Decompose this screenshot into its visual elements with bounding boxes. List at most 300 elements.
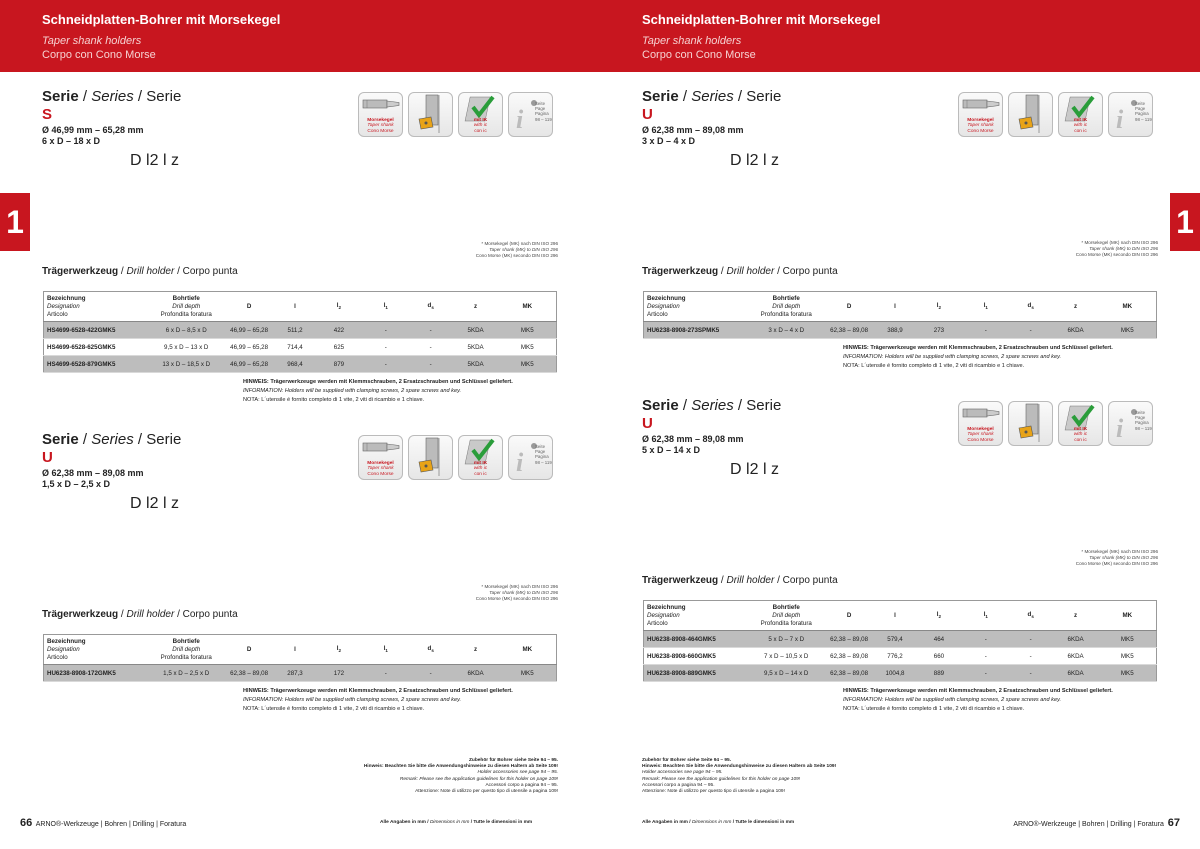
col-D-text: D xyxy=(846,303,852,310)
col-l1 xyxy=(963,292,1009,322)
ik-en: with ic xyxy=(473,123,488,129)
serie-it: Serie xyxy=(146,431,182,448)
info-range: 98 – 119 xyxy=(1135,425,1152,431)
col-l1-text: l xyxy=(983,302,986,310)
col-drill-depth xyxy=(749,292,823,322)
info-page: Page xyxy=(535,106,546,112)
col-D xyxy=(223,292,275,322)
feature-icons xyxy=(958,92,1153,137)
cell-depth: 3 x D – 4 x D xyxy=(749,322,823,339)
morse-footnote xyxy=(476,584,558,602)
hint-it: Attenzione: Note di utilizzo per questo tipo di utensile a pagina 109! xyxy=(415,789,558,795)
col-ds-text: d xyxy=(427,645,432,653)
header-title: Schneidplatten-Bohrer mit Morsekegel xyxy=(42,12,281,27)
info-glyph: i xyxy=(516,448,524,477)
holder-de: Trägerwerkzeug xyxy=(42,609,119,620)
col-z xyxy=(453,292,499,322)
col-l2-text: l xyxy=(336,302,339,310)
insert-icon xyxy=(1008,92,1053,137)
footnote-it: Cono Morse (MK) secondo DIN ISO 296 xyxy=(1075,252,1158,257)
page-number: 66 xyxy=(20,817,33,829)
morse-en: Taper shank xyxy=(967,123,994,129)
serie-de: Serie xyxy=(42,431,79,448)
info-pagina: Pagina xyxy=(535,111,549,117)
holder-it: Corpo punta xyxy=(782,266,838,277)
dim-l-label: l xyxy=(762,152,767,169)
morse-footnote xyxy=(1076,240,1158,258)
dim-l-label: l xyxy=(762,461,767,478)
series-title xyxy=(42,431,181,448)
page-footer xyxy=(20,817,186,829)
depth-range: 6 x D – 18 x D xyxy=(42,136,101,146)
col-pf: Profondita foratura xyxy=(160,310,212,318)
cell-l2: 422 xyxy=(315,322,363,339)
info-pages xyxy=(1135,410,1152,431)
cell-z: 6KDA xyxy=(1053,665,1099,682)
tool-drawing xyxy=(130,152,179,170)
cell-depth: 13 x D – 18,5 x D xyxy=(149,356,223,373)
col-l2-text: l xyxy=(936,302,939,310)
table-header-row xyxy=(644,601,1157,631)
col-ds-sub: s xyxy=(431,305,434,311)
col-z-text: z xyxy=(474,646,478,653)
col-mk-text: MK xyxy=(1122,303,1133,310)
footnote-it: Cono Morse (MK) secondo DIN ISO 296 xyxy=(475,253,558,258)
morse-taper-caption xyxy=(959,118,1002,134)
footnote-it: Cono Morse (MK) secondo DIN ISO 296 xyxy=(1075,561,1158,566)
col-l2-sub: 2 xyxy=(938,614,942,620)
series-letter: U xyxy=(42,449,53,466)
ik-en: with ic xyxy=(473,466,488,472)
col-art: Articolo xyxy=(47,653,68,661)
series-title xyxy=(42,88,181,105)
insert-icon xyxy=(1008,401,1053,446)
cell-code: HU6238-8908-889GMK5 xyxy=(644,665,750,682)
units-de: Alle Angaben in mm xyxy=(642,820,688,825)
hint-de: Hinweis: Beachten Sie bitte die Anwendungshinweise zu diesen Haltern ab Seite 109! xyxy=(642,764,837,770)
dim-D-label: D xyxy=(130,495,142,512)
info-pages xyxy=(535,101,552,122)
table-header-row xyxy=(44,292,557,322)
page-footer xyxy=(1013,817,1180,829)
cell-l: 1004,8 xyxy=(875,665,915,682)
info-page: Page xyxy=(1135,106,1146,112)
accessory-note xyxy=(642,758,836,795)
info-glyph: i xyxy=(516,105,524,134)
page-number: 67 xyxy=(1167,817,1180,829)
footnote-de: * Morsekegel (MK) nach DIN ISO 296 xyxy=(1081,549,1158,554)
col-dd: Drill depth xyxy=(172,645,201,653)
coolant-caption xyxy=(1059,427,1102,443)
holder-en: Drill holder xyxy=(126,609,175,620)
dim-z-label: z xyxy=(170,152,179,169)
col-l1 xyxy=(963,601,1009,631)
info-pages xyxy=(1135,101,1152,122)
ik-it: con ic xyxy=(474,128,487,134)
cell-ds: - xyxy=(409,356,453,373)
series-title xyxy=(642,88,781,105)
cell-mk: MK5 xyxy=(1099,648,1157,665)
serie-sep: / xyxy=(78,88,92,105)
serie-en: Series xyxy=(91,88,134,105)
col-dd: Drill depth xyxy=(772,302,801,310)
info-icon xyxy=(1108,401,1153,446)
dim-l-label: l xyxy=(162,495,167,512)
hint-de: Hinweis: Beachten Sie bitte die Anwendungshinweise zu diesen Haltern ab Seite 109! xyxy=(363,764,558,770)
cell-l: 968,4 xyxy=(275,356,315,373)
note-en: INFORMATION: Holders will be supplied with clamping screws, 2 spare screws and key. xyxy=(243,388,462,394)
morse-taper-caption xyxy=(959,427,1002,443)
ik-de: mit IK xyxy=(473,117,488,123)
note-de: HINWEIS: Trägerwerkzeuge werden mit Klemmschrauben, 2 Ersatzschrauben und Schlüssel geliefert. xyxy=(243,379,513,385)
col-l xyxy=(875,601,915,631)
cell-D: 62,38 – 89,08 xyxy=(823,665,875,682)
holder-table xyxy=(643,600,1157,682)
note-it: NOTA: L´utensile é fornito completo di 1 vite, 2 viti di ricambio e 1 chiave. xyxy=(843,363,1025,369)
holder-en: Drill holder xyxy=(726,575,775,586)
col-mk-text: MK xyxy=(522,646,533,653)
cell-mk: MK5 xyxy=(1099,665,1157,682)
note-it: NOTA: L´utensile é fornito completo di 1 vite, 2 viti di ricambio e 1 chiave. xyxy=(843,706,1025,712)
ik-it: con ic xyxy=(1074,128,1087,134)
col-ds-text: d xyxy=(427,302,432,310)
diameter-range: Ø 46,99 mm – 65,28 mm xyxy=(42,125,144,135)
col-drill-depth xyxy=(749,601,823,631)
coolant-caption xyxy=(459,118,502,134)
col-l1-sub: 1 xyxy=(985,305,988,311)
holder-it: Corpo punta xyxy=(182,266,238,277)
col-l xyxy=(275,635,315,665)
header-subtitle-en: Taper shank holders xyxy=(42,35,142,47)
holder-subheading: Trägerwerkzeug / Drill holder / Corpo punta xyxy=(42,266,238,277)
morse-taper-icon xyxy=(358,92,403,137)
cell-depth: 9,5 x D – 14 x D xyxy=(749,665,823,682)
diameter-range: Ø 62,38 mm – 89,08 mm xyxy=(42,468,144,478)
diameter-range: Ø 62,38 mm – 89,08 mm xyxy=(642,125,744,135)
col-bez: Bezeichnung xyxy=(647,294,686,302)
holder-de: Trägerwerkzeug xyxy=(642,575,719,586)
col-designation xyxy=(44,635,150,665)
cell-code: HS4699-6528-422GMK5 xyxy=(44,322,150,339)
col-pf: Profondita foratura xyxy=(160,653,212,661)
col-des: Designation xyxy=(47,302,80,310)
col-D xyxy=(223,635,275,665)
col-bez: Bezeichnung xyxy=(47,637,86,645)
col-l1-text: l xyxy=(383,302,386,310)
col-z xyxy=(453,635,499,665)
cell-mk: MK5 xyxy=(1099,322,1157,339)
dim-D-label: D xyxy=(730,461,742,478)
holder-subheading: Trägerwerkzeug / Drill holder / Corpo punta xyxy=(642,575,838,586)
col-l1-text: l xyxy=(383,645,386,653)
units-de: Alle Angaben in mm xyxy=(380,820,426,825)
col-mk xyxy=(499,292,557,322)
cell-D: 62,38 – 89,08 xyxy=(823,631,875,648)
col-art: Articolo xyxy=(647,310,668,318)
holder-subheading: Trägerwerkzeug / Drill holder / Corpo punta xyxy=(42,609,238,620)
cell-mk: MK5 xyxy=(1099,631,1157,648)
col-designation xyxy=(644,292,750,322)
dim-z-label: z xyxy=(770,152,779,169)
info-pagina: Pagina xyxy=(1135,420,1149,426)
info-icon xyxy=(508,92,553,137)
serie-it: Serie xyxy=(746,88,782,105)
col-ds xyxy=(409,635,453,665)
morse-de: Morsekegel xyxy=(967,426,994,432)
feature-icons xyxy=(358,92,553,137)
series-letter: S xyxy=(42,106,53,123)
morse-de: Morsekegel xyxy=(967,117,994,123)
accessory-en: Holder accessories see page 94 – 95. xyxy=(477,770,558,776)
cell-z: 6KDA xyxy=(1053,631,1099,648)
series-heading xyxy=(642,88,781,146)
serie-en: Series xyxy=(691,397,734,414)
col-ds xyxy=(409,292,453,322)
holder-en: Drill holder xyxy=(126,266,175,277)
info-icon xyxy=(1108,92,1153,137)
serie-sep: / xyxy=(678,88,692,105)
series-heading xyxy=(642,397,781,455)
col-bt: Bohrtiefe xyxy=(172,294,200,302)
depth-range: 1,5 x D – 2,5 x D xyxy=(42,479,111,489)
cell-D: 62,38 – 89,08 xyxy=(223,665,275,682)
table-row xyxy=(644,665,1157,682)
internal-coolant-icon xyxy=(458,435,503,480)
col-designation xyxy=(644,601,750,631)
serie-sep: / xyxy=(678,397,692,414)
col-des: Designation xyxy=(647,302,680,310)
ik-en: with ic xyxy=(1073,432,1088,438)
delivery-note xyxy=(843,344,1113,371)
col-z xyxy=(1053,601,1099,631)
units-en: Dimensions in mm xyxy=(691,820,732,825)
cell-depth: 6 x D – 8,5 x D xyxy=(149,322,223,339)
chapter-tab: 1 xyxy=(0,193,30,251)
header-subtitle-en: Taper shank holders xyxy=(642,35,742,47)
coolant-caption xyxy=(459,461,502,477)
ik-de: mit IK xyxy=(1073,117,1088,123)
cell-l1: - xyxy=(963,665,1009,682)
dim-l2-label: l2 xyxy=(746,461,759,478)
col-ds xyxy=(1009,292,1053,322)
morse-it: Cono Morse xyxy=(367,471,394,477)
table-row xyxy=(644,631,1157,648)
cell-z: 5KDA xyxy=(453,339,499,356)
delivery-note xyxy=(843,687,1113,714)
footnote-en: Taper shank (MK) to DIN ISO 296 xyxy=(1089,246,1158,251)
col-l2 xyxy=(315,292,363,322)
cell-z: 6KDA xyxy=(453,665,499,682)
cell-l2: 464 xyxy=(915,631,963,648)
serie-sep: / xyxy=(733,88,747,105)
morse-taper-icon xyxy=(958,401,1003,446)
table-row xyxy=(44,665,557,682)
serie-it: Serie xyxy=(146,88,182,105)
cell-z: 5KDA xyxy=(453,322,499,339)
cell-depth: 7 x D – 10,5 x D xyxy=(749,648,823,665)
holder-table xyxy=(643,291,1157,339)
morse-en: Taper shank xyxy=(367,466,394,472)
dim-l2-label: l2 xyxy=(746,152,759,169)
morse-en: Taper shank xyxy=(967,432,994,438)
tool-drawing xyxy=(730,152,779,170)
hint-en: Remark: Please see the application guidelines for this holder on page 109! xyxy=(642,776,801,782)
holder-de: Trägerwerkzeug xyxy=(642,266,719,277)
footnote-en: Taper shank (MK) to DIN ISO 296 xyxy=(489,590,558,595)
morse-taper-icon xyxy=(958,92,1003,137)
series-title xyxy=(642,397,781,414)
serie-en: Series xyxy=(91,431,134,448)
dim-l-label: l xyxy=(162,152,167,169)
hint-en: Remark: Please see the application guidelines for this holder on page 109! xyxy=(399,776,558,782)
cell-ds: - xyxy=(1009,648,1053,665)
cell-l2: 889 xyxy=(915,665,963,682)
morse-footnote xyxy=(1076,549,1158,567)
feature-icons xyxy=(958,401,1153,446)
col-mk xyxy=(1099,601,1157,631)
ik-it: con ic xyxy=(474,471,487,477)
holder-table xyxy=(43,634,557,682)
cell-code: HU6238-8908-660GMK5 xyxy=(644,648,750,665)
holder-en: Drill holder xyxy=(726,266,775,277)
table-row xyxy=(644,322,1157,339)
note-it: NOTA: L´utensile é fornito completo di 1 vite, 2 viti di ricambio e 1 chiave. xyxy=(243,706,425,712)
cell-l1: - xyxy=(963,648,1009,665)
series-heading xyxy=(42,88,181,146)
cell-ds: - xyxy=(1009,665,1053,682)
cell-D: 62,38 – 89,08 xyxy=(823,648,875,665)
table-row xyxy=(44,356,557,373)
accessory-de: Zubehör für Bohrer siehe Seite 94 – 95. xyxy=(468,758,558,763)
serie-de: Serie xyxy=(642,88,679,105)
serie-sep: / xyxy=(133,431,147,448)
morse-it: Cono Morse xyxy=(967,128,994,134)
col-l xyxy=(275,292,315,322)
col-bt: Bohrtiefe xyxy=(772,603,800,611)
cell-ds: - xyxy=(1009,631,1053,648)
col-l2-sub: 2 xyxy=(338,305,342,311)
cell-l2: 273 xyxy=(915,322,963,339)
col-D xyxy=(823,601,875,631)
units-en: Dimensions in mm xyxy=(429,820,470,825)
cell-l2: 660 xyxy=(915,648,963,665)
cell-l: 511,2 xyxy=(275,322,315,339)
col-l2 xyxy=(315,635,363,665)
cell-mk: MK5 xyxy=(499,322,557,339)
col-D-text: D xyxy=(846,612,852,619)
cell-z: 6KDA xyxy=(1053,322,1099,339)
morse-it: Cono Morse xyxy=(967,437,994,443)
note-de: HINWEIS: Trägerwerkzeuge werden mit Klemmschrauben, 2 Ersatzschrauben und Schlüssel geliefert. xyxy=(243,688,513,694)
col-ds-sub: s xyxy=(1031,614,1034,620)
col-l1-text: l xyxy=(983,611,986,619)
col-bt: Bohrtiefe xyxy=(772,294,800,302)
ik-it: con ic xyxy=(1074,437,1087,443)
col-ds xyxy=(1009,601,1053,631)
footnote-en: Taper shank (MK) to DIN ISO 296 xyxy=(1089,555,1158,560)
info-pagina: Pagina xyxy=(535,454,549,460)
cell-l2: 625 xyxy=(315,339,363,356)
cell-l: 714,4 xyxy=(275,339,315,356)
serie-sep: / xyxy=(78,431,92,448)
morse-de: Morsekegel xyxy=(367,460,394,466)
morse-it: Cono Morse xyxy=(367,128,394,134)
col-l1-sub: 1 xyxy=(385,305,388,311)
col-designation xyxy=(44,292,150,322)
info-page: Page xyxy=(1135,415,1146,421)
col-z-text: z xyxy=(1074,303,1078,310)
serie-sep: / xyxy=(733,397,747,414)
tool-drawing xyxy=(130,495,179,513)
depth-range: 3 x D – 4 x D xyxy=(642,136,696,146)
holder-de: Trägerwerkzeug xyxy=(42,266,119,277)
col-ds-text: d xyxy=(1027,302,1032,310)
note-de: HINWEIS: Trägerwerkzeuge werden mit Klemmschrauben, 2 Ersatzschrauben und Schlüssel geliefert. xyxy=(843,688,1113,694)
cell-l1: - xyxy=(963,322,1009,339)
morse-taper-caption xyxy=(359,461,402,477)
right-page xyxy=(600,0,1200,849)
cell-code: HS4699-6528-625GMK5 xyxy=(44,339,150,356)
col-art: Articolo xyxy=(647,619,668,627)
serie-de: Serie xyxy=(642,397,679,414)
info-pagina: Pagina xyxy=(1135,111,1149,117)
cell-l: 579,4 xyxy=(875,631,915,648)
dim-D-label: D xyxy=(130,152,142,169)
col-l1 xyxy=(363,635,409,665)
cell-D: 62,38 – 89,08 xyxy=(823,322,875,339)
col-bez: Bezeichnung xyxy=(47,294,86,302)
cell-l1: - xyxy=(363,339,409,356)
col-dd: Drill depth xyxy=(772,611,801,619)
morse-footnote xyxy=(476,241,558,259)
ik-de: mit IK xyxy=(1073,426,1088,432)
holder-it: Corpo punta xyxy=(182,609,238,620)
header-subtitle-it: Corpo con Cono Morse xyxy=(42,49,156,61)
info-glyph: i xyxy=(1116,105,1124,134)
info-page: Page xyxy=(535,449,546,455)
dim-D-label: D xyxy=(730,152,742,169)
cell-l: 388,9 xyxy=(875,322,915,339)
serie-en: Series xyxy=(691,88,734,105)
page-header xyxy=(0,0,600,72)
info-range: 98 – 119 xyxy=(535,459,552,465)
col-drill-depth xyxy=(149,292,223,322)
col-z xyxy=(1053,292,1099,322)
col-mk xyxy=(1099,292,1157,322)
col-mk-text: MK xyxy=(1122,612,1133,619)
internal-coolant-icon xyxy=(1058,92,1103,137)
cell-depth: 5 x D – 7 x D xyxy=(749,631,823,648)
info-seite: Seite xyxy=(1135,101,1146,106)
series-heading xyxy=(42,431,181,489)
insert-icon xyxy=(408,92,453,137)
col-z-text: z xyxy=(474,303,478,310)
col-l xyxy=(875,292,915,322)
dim-z-label: z xyxy=(170,495,179,512)
col-drill-depth xyxy=(149,635,223,665)
cell-ds: - xyxy=(409,322,453,339)
col-D-text: D xyxy=(246,646,252,653)
info-seite: Seite xyxy=(535,101,546,106)
col-des: Designation xyxy=(647,611,680,619)
cell-z: 6KDA xyxy=(1053,648,1099,665)
series-letter: U xyxy=(642,106,653,123)
units-note: Alle Angaben in mm / Dimensions in mm / Tutte le dimensioni in mm xyxy=(380,820,533,825)
series-letter: U xyxy=(642,415,653,432)
morse-de: Morsekegel xyxy=(367,117,394,123)
col-pf: Profondita foratura xyxy=(760,310,812,318)
accessory-note xyxy=(364,758,558,795)
